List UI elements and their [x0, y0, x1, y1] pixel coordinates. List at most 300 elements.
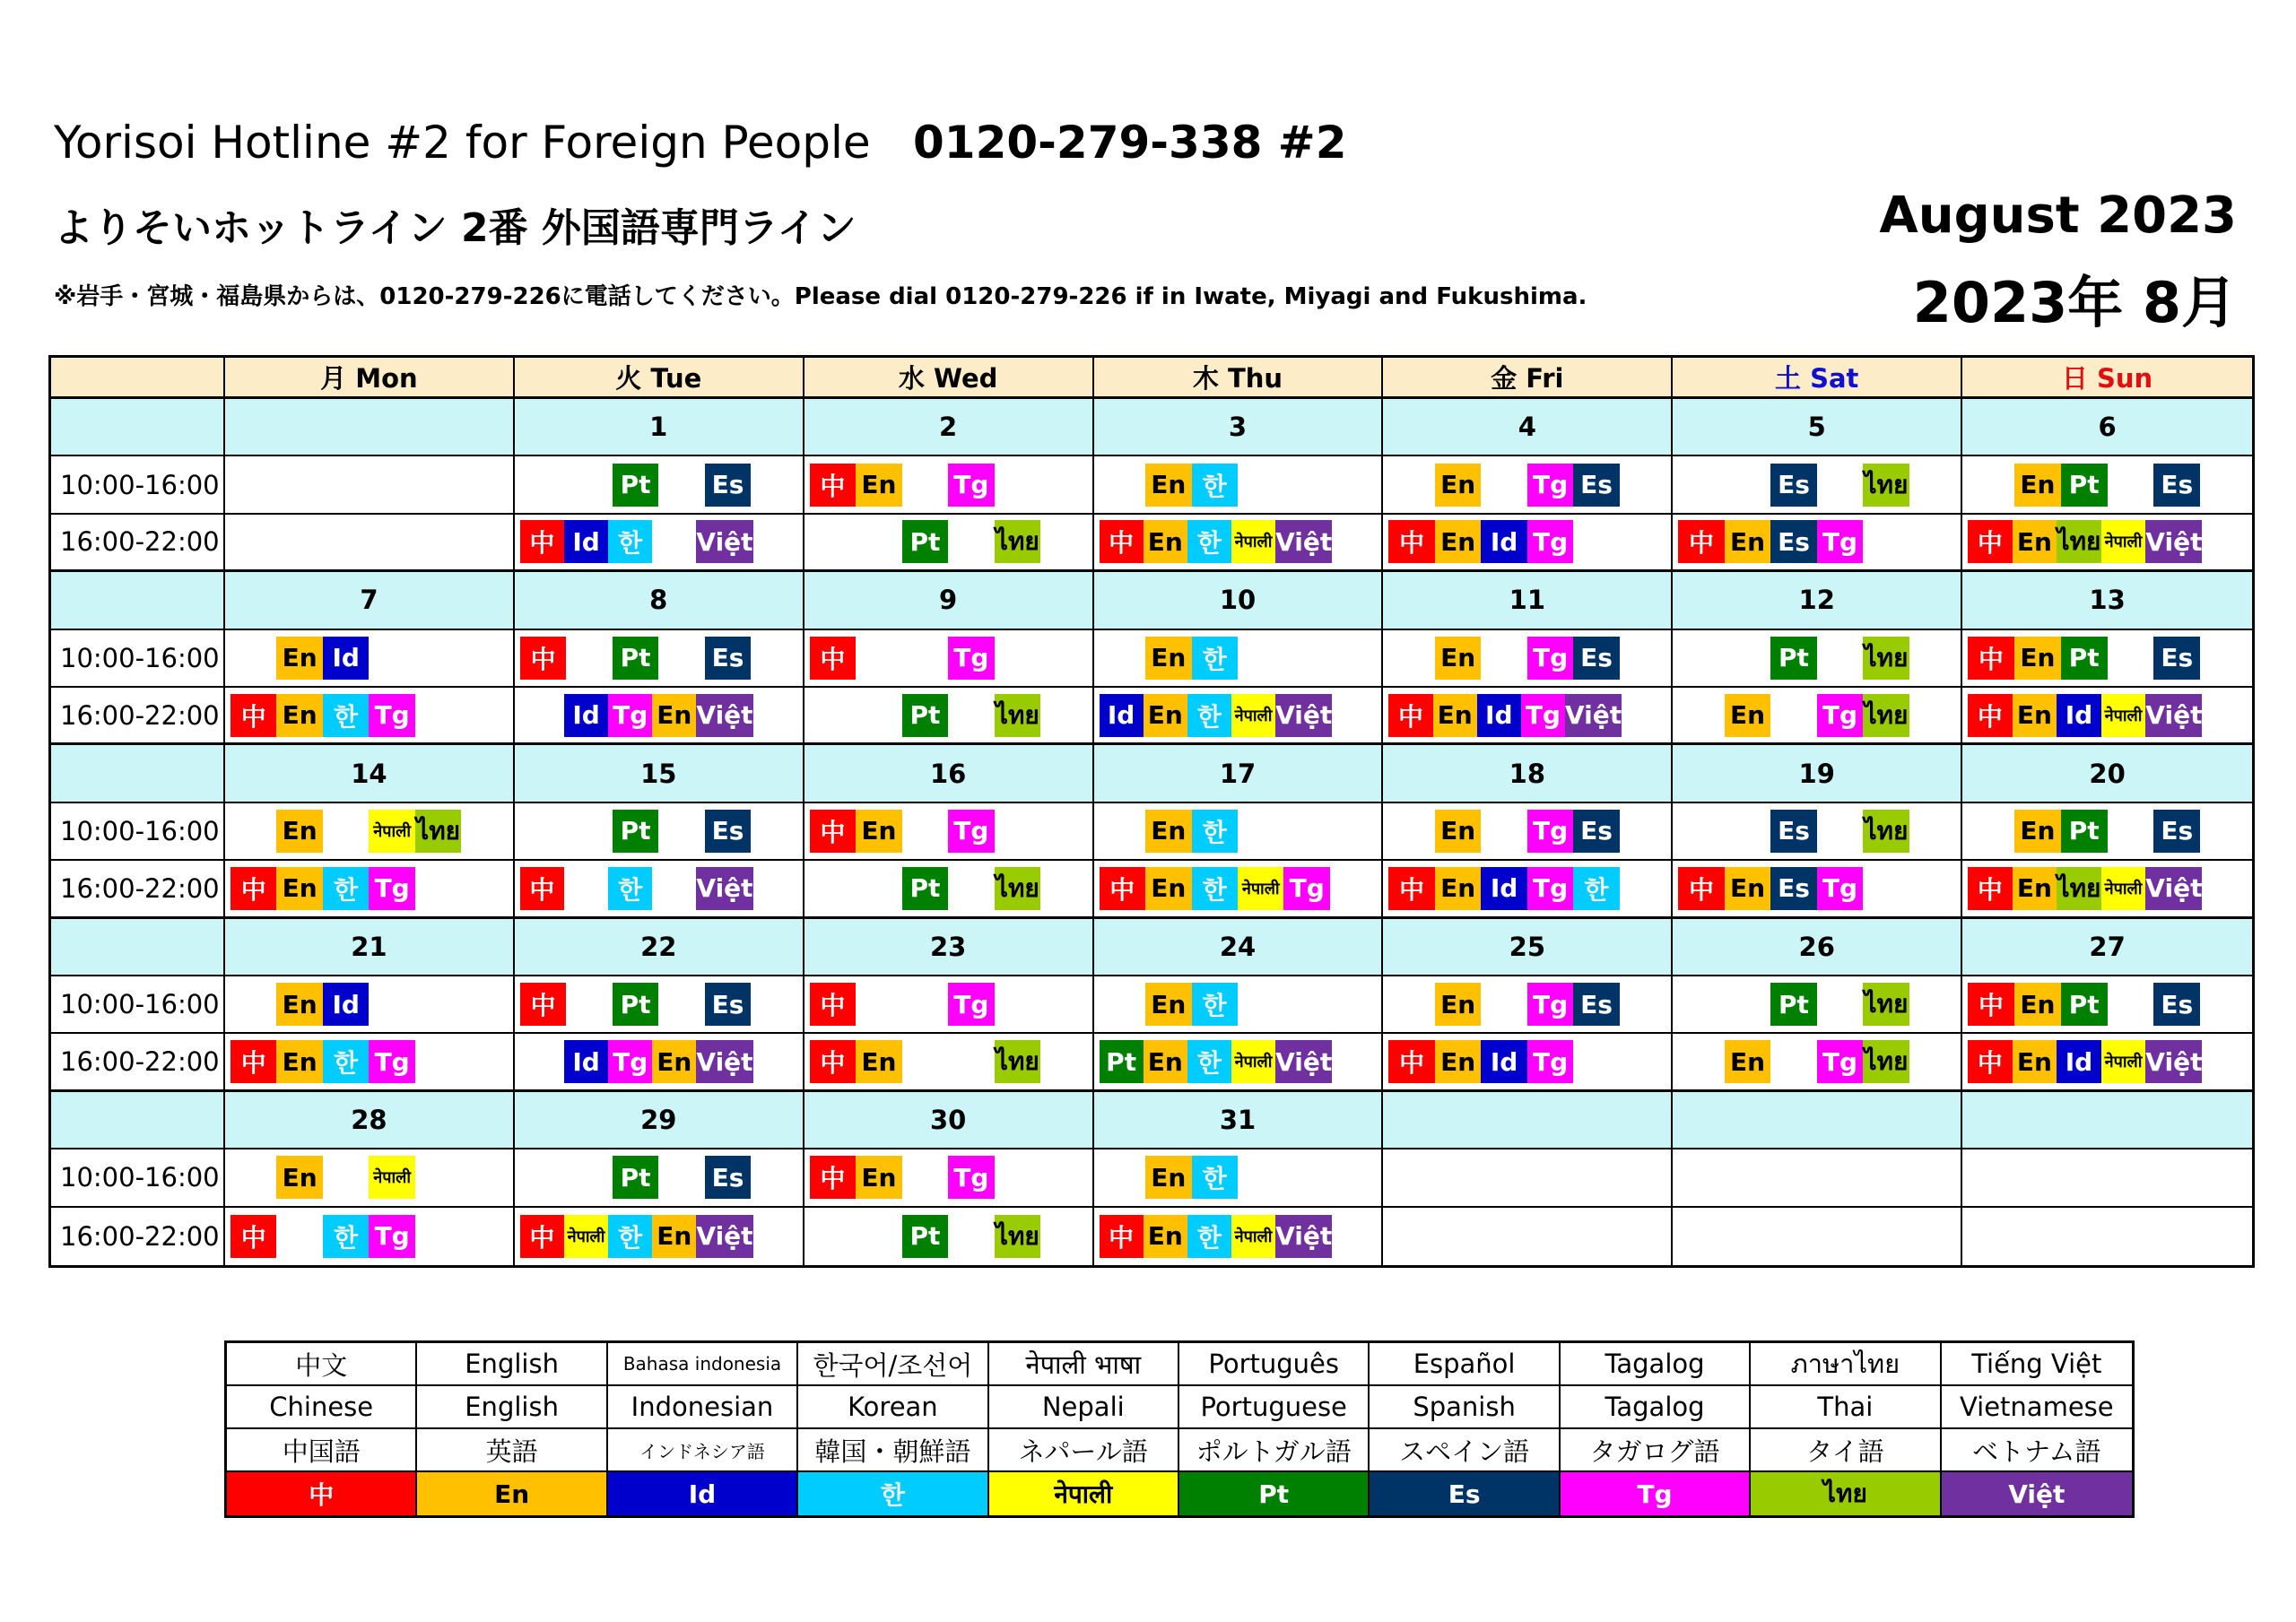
- language-chip-ne: नेपाली: [2101, 867, 2146, 910]
- legend-japanese-vi: ベトナム語: [1942, 1429, 2132, 1472]
- slot-cell: [515, 630, 804, 688]
- date-row-label: [51, 919, 225, 976]
- slot-cell: [804, 1149, 1094, 1207]
- time-slot-label: 16:00-22:00: [51, 861, 225, 918]
- legend-native-id: Bahasa indonesia: [608, 1343, 798, 1386]
- legend-japanese-es: スペイン語: [1370, 1429, 1560, 1472]
- date-number: 2: [804, 399, 1094, 456]
- legend-code-tg: Tg: [1561, 1472, 1751, 1515]
- language-chip-en: En: [1144, 694, 1187, 737]
- day-header: 土 Sat: [1673, 358, 1962, 399]
- language-chip-en: En: [2013, 520, 2057, 563]
- slot-cell: [515, 976, 804, 1034]
- language-chip-zh: 中: [520, 520, 564, 563]
- language-chip-zh: 中: [1968, 983, 2014, 1026]
- language-chip-id: Id: [1481, 1040, 1526, 1083]
- legend-english-ne: Nepali: [989, 1386, 1179, 1429]
- language-chip-zh: 中: [520, 637, 566, 680]
- language-chip-en: En: [1433, 694, 1477, 737]
- language-chip-tg: Tg: [1527, 1040, 1573, 1083]
- language-chip-tg: Tg: [369, 867, 414, 910]
- language-chip-tg: Tg: [1527, 983, 1573, 1026]
- slot-cell: [515, 456, 804, 514]
- date-row-label: [51, 572, 225, 629]
- legend-code-vi: Việt: [1942, 1472, 2132, 1515]
- language-chip-th: ไทย: [2057, 867, 2101, 910]
- language-chip-tg: Tg: [1521, 694, 1565, 737]
- legend-native-ne: नेपाली भाषा: [989, 1343, 1179, 1386]
- language-chip-es: Es: [2153, 983, 2200, 1026]
- language-chip-en: En: [856, 1156, 901, 1199]
- slot-cell: [515, 1208, 804, 1265]
- language-chip-es: Es: [1770, 867, 1816, 910]
- language-chip-ko: 한: [1187, 1215, 1231, 1258]
- legend-japanese-tg: タガログ語: [1561, 1429, 1751, 1472]
- slot-cell: [225, 976, 515, 1034]
- language-chip-th: ไทย: [1863, 694, 1909, 737]
- language-chip-ne: नेपाली: [1231, 520, 1275, 563]
- language-chip-en: En: [2014, 810, 2061, 853]
- date-number: 9: [804, 572, 1094, 629]
- language-chip-ko: 한: [1192, 983, 1238, 1026]
- slot-cell: [1094, 688, 1384, 745]
- legend-code-es: Es: [1370, 1472, 1560, 1515]
- date-row-label: [51, 399, 225, 456]
- language-chip-en: En: [2013, 867, 2057, 910]
- legend-japanese-zh: 中国語: [227, 1429, 417, 1472]
- legend-japanese-th: タイ語: [1751, 1429, 1941, 1472]
- language-chip-tg: Tg: [1527, 520, 1573, 563]
- slot-cell: [225, 1149, 515, 1207]
- date-number: 18: [1383, 745, 1673, 802]
- language-chip-en: En: [652, 1040, 696, 1083]
- language-chip-es: Es: [1573, 464, 1619, 507]
- language-chip-en: En: [2013, 1040, 2057, 1083]
- language-chip-th: ไทย: [1863, 464, 1909, 507]
- language-chip-th: ไทย: [995, 1040, 1040, 1083]
- language-chip-pt: Pt: [902, 694, 948, 737]
- language-chip-th: ไทย: [995, 520, 1040, 563]
- date-number: [1383, 1092, 1673, 1149]
- legend-japanese-ko: 韓国・朝鮮語: [798, 1429, 988, 1472]
- slot-cell: [1383, 803, 1673, 861]
- date-number: 10: [1094, 572, 1384, 629]
- language-chip-en: En: [1435, 983, 1481, 1026]
- language-chip-tg: Tg: [1817, 867, 1863, 910]
- slot-cell: [1673, 1034, 1962, 1091]
- legend-english-en: English: [417, 1386, 607, 1429]
- language-chip-en: En: [1435, 867, 1481, 910]
- language-chip-pt: Pt: [902, 867, 948, 910]
- date-number: 19: [1673, 745, 1962, 802]
- language-chip-tg: Tg: [608, 1040, 652, 1083]
- date-number: [1962, 1092, 2252, 1149]
- legend-code-id: Id: [608, 1472, 798, 1515]
- language-chip-ko: 한: [608, 1215, 652, 1258]
- language-chip-ne: नेपाली: [2101, 1040, 2146, 1083]
- language-chip-tg: Tg: [948, 810, 994, 853]
- slot-cell: [1673, 976, 1962, 1034]
- language-chip-th: ไทย: [1863, 637, 1909, 680]
- language-chip-en: En: [276, 810, 322, 853]
- language-chip-es: Es: [1770, 520, 1816, 563]
- legend-japanese-ne: ネパール語: [989, 1429, 1179, 1472]
- language-chip-id: Id: [564, 520, 608, 563]
- language-chip-en: En: [856, 810, 901, 853]
- language-chip-id: Id: [1481, 867, 1526, 910]
- slot-cell: [1962, 688, 2252, 745]
- language-chip-tg: Tg: [369, 694, 414, 737]
- language-chip-tg: Tg: [608, 694, 652, 737]
- language-chip-th: ไทย: [1863, 810, 1909, 853]
- time-slot-label: 10:00-16:00: [51, 456, 225, 514]
- language-chip-ko: 한: [1187, 520, 1231, 563]
- legend-native-th: ภาษาไทย: [1751, 1343, 1941, 1386]
- language-chip-pt: Pt: [2061, 810, 2108, 853]
- slot-cell: [1673, 688, 1962, 745]
- language-chip-tg: Tg: [1817, 1040, 1863, 1083]
- language-chip-en: En: [276, 1156, 322, 1199]
- slot-cell: [804, 803, 1094, 861]
- slot-cell: [515, 803, 804, 861]
- language-chip-th: ไทย: [995, 867, 1040, 910]
- date-number: 8: [515, 572, 804, 629]
- day-header: 木 Thu: [1094, 358, 1384, 399]
- date-number: 13: [1962, 572, 2252, 629]
- slot-cell: [1962, 1034, 2252, 1091]
- language-chip-zh: 中: [1968, 520, 2013, 563]
- time-slot-label: 16:00-22:00: [51, 1034, 225, 1091]
- language-chip-ko: 한: [1187, 1040, 1231, 1083]
- legend-native-en: English: [417, 1343, 607, 1386]
- slot-cell: [515, 688, 804, 745]
- slot-cell: [515, 515, 804, 572]
- legend-code-zh: 中: [227, 1472, 417, 1515]
- language-chip-ne: नेपाली: [1231, 694, 1275, 737]
- language-chip-en: En: [1725, 520, 1770, 563]
- language-chip-en: En: [856, 1040, 901, 1083]
- hotline-title-en: Yorisoi Hotline #2 for Foreign People: [54, 117, 871, 169]
- language-chip-en: En: [276, 694, 322, 737]
- language-chip-ko: 한: [323, 1040, 369, 1083]
- date-number: 24: [1094, 919, 1384, 976]
- language-chip-zh: 中: [1968, 694, 2013, 737]
- language-chip-zh: 中: [1100, 1215, 1144, 1258]
- slot-cell: [225, 1034, 515, 1091]
- language-chip-es: Es: [705, 464, 751, 507]
- slot-cell: [1094, 515, 1384, 572]
- language-chip-vi: Việt: [1275, 1215, 1332, 1258]
- date-number: 16: [804, 745, 1094, 802]
- time-slot-label: 16:00-22:00: [51, 688, 225, 745]
- language-chip-th: ไทย: [1863, 983, 1909, 1026]
- language-chip-zh: 中: [810, 1156, 856, 1199]
- language-legend: [224, 1340, 2135, 1518]
- slot-cell: [1094, 861, 1384, 918]
- language-chip-vi: Việt: [2145, 694, 2202, 737]
- language-chip-zh: 中: [1388, 1040, 1434, 1083]
- language-chip-en: En: [1435, 464, 1481, 507]
- language-chip-pt: Pt: [1100, 1040, 1144, 1083]
- language-chip-tg: Tg: [948, 464, 994, 507]
- legend-code-en: En: [417, 1472, 607, 1515]
- language-chip-zh: 中: [1968, 637, 2014, 680]
- language-chip-pt: Pt: [902, 520, 948, 563]
- language-chip-zh: 中: [520, 1215, 564, 1258]
- language-chip-id: Id: [564, 1040, 608, 1083]
- language-chip-zh: 中: [810, 810, 856, 853]
- day-header: 火 Tue: [515, 358, 804, 399]
- language-chip-tg: Tg: [948, 1156, 994, 1199]
- language-chip-pt: Pt: [613, 810, 658, 853]
- language-chip-zh: 中: [810, 637, 856, 680]
- slot-cell: [1962, 630, 2252, 688]
- slot-cell: [1962, 1149, 2252, 1207]
- language-chip-vi: Việt: [696, 1040, 752, 1083]
- slot-cell: [1673, 456, 1962, 514]
- legend-code-pt: Pt: [1179, 1472, 1370, 1515]
- language-chip-tg: Tg: [1817, 694, 1863, 737]
- language-chip-en: En: [1435, 520, 1481, 563]
- slot-cell: [1383, 515, 1673, 572]
- language-chip-ne: नेपाली: [2101, 520, 2146, 563]
- slot-cell: [225, 456, 515, 514]
- language-chip-es: Es: [2153, 810, 2200, 853]
- language-chip-th: ไทย: [995, 1215, 1040, 1258]
- language-chip-ko: 한: [608, 867, 652, 910]
- language-chip-es: Es: [705, 637, 751, 680]
- language-chip-tg: Tg: [948, 637, 994, 680]
- date-number: [225, 399, 515, 456]
- language-chip-en: En: [276, 1040, 322, 1083]
- legend-native-vi: Tiếng Việt: [1942, 1343, 2132, 1386]
- language-chip-ko: 한: [1192, 1156, 1238, 1199]
- language-chip-en: En: [1144, 520, 1187, 563]
- time-slot-label: 10:00-16:00: [51, 630, 225, 688]
- language-chip-en: En: [652, 694, 696, 737]
- date-number: 26: [1673, 919, 1962, 976]
- language-chip-pt: Pt: [613, 464, 658, 507]
- legend-native-ko: 한국어/조선어: [798, 1343, 988, 1386]
- language-chip-ne: नेपाली: [564, 1215, 608, 1258]
- slot-cell: [1383, 1034, 1673, 1091]
- language-chip-en: En: [1145, 867, 1191, 910]
- date-number: [1673, 1092, 1962, 1149]
- language-chip-id: Id: [323, 637, 369, 680]
- language-chip-vi: Việt: [1275, 694, 1332, 737]
- slot-cell: [1673, 803, 1962, 861]
- slot-cell: [1094, 1208, 1384, 1265]
- slot-cell: [225, 861, 515, 918]
- date-number: 1: [515, 399, 804, 456]
- language-chip-zh: 中: [1968, 1040, 2013, 1083]
- language-chip-zh: 中: [1678, 867, 1724, 910]
- language-chip-vi: Việt: [1275, 520, 1332, 563]
- language-chip-es: Es: [1573, 637, 1619, 680]
- time-slot-label: 16:00-22:00: [51, 515, 225, 572]
- slot-cell: [225, 688, 515, 745]
- date-number: 25: [1383, 919, 1673, 976]
- language-chip-th: ไทย: [1863, 1040, 1909, 1083]
- language-chip-tg: Tg: [1527, 637, 1573, 680]
- slot-cell: [1094, 456, 1384, 514]
- legend-english-tg: Tagalog: [1561, 1386, 1751, 1429]
- date-number: 15: [515, 745, 804, 802]
- date-number: 20: [1962, 745, 2252, 802]
- legend-english-ko: Korean: [798, 1386, 988, 1429]
- language-chip-pt: Pt: [2061, 637, 2108, 680]
- language-chip-es: Es: [705, 1156, 751, 1199]
- language-chip-en: En: [1145, 637, 1191, 680]
- language-chip-vi: Việt: [2145, 520, 2202, 563]
- slot-cell: [1673, 1149, 1962, 1207]
- language-chip-zh: 中: [230, 1215, 276, 1258]
- date-number: 27: [1962, 919, 2252, 976]
- date-number: 23: [804, 919, 1094, 976]
- language-chip-es: Es: [1770, 464, 1816, 507]
- language-chip-tg: Tg: [1527, 810, 1573, 853]
- language-chip-zh: 中: [1388, 867, 1434, 910]
- language-chip-ko: 한: [608, 520, 652, 563]
- language-chip-es: Es: [2153, 464, 2200, 507]
- slot-cell: [1094, 1149, 1384, 1207]
- language-chip-tg: Tg: [1817, 520, 1863, 563]
- language-chip-vi: Việt: [696, 867, 752, 910]
- legend-native-zh: 中文: [227, 1343, 417, 1386]
- slot-cell: [225, 1208, 515, 1265]
- language-chip-vi: Việt: [1275, 1040, 1332, 1083]
- language-chip-zh: 中: [230, 694, 276, 737]
- language-chip-ko: 한: [1192, 464, 1238, 507]
- language-chip-ne: नेपाली: [2101, 694, 2146, 737]
- language-chip-zh: 中: [1100, 867, 1145, 910]
- language-chip-zh: 中: [810, 464, 856, 507]
- day-header: 金 Fri: [1383, 358, 1673, 399]
- language-chip-en: En: [1725, 694, 1770, 737]
- date-number: 7: [225, 572, 515, 629]
- language-chip-th: ไทย: [2057, 520, 2101, 563]
- slot-cell: [1383, 1149, 1673, 1207]
- language-chip-vi: Việt: [696, 520, 752, 563]
- slot-cell: [1962, 456, 2252, 514]
- language-chip-en: En: [2014, 637, 2061, 680]
- slot-cell: [1094, 803, 1384, 861]
- slot-cell: [225, 803, 515, 861]
- language-chip-es: Es: [1573, 810, 1619, 853]
- language-chip-en: En: [1144, 1215, 1187, 1258]
- language-chip-pt: Pt: [902, 1215, 948, 1258]
- slot-cell: [1094, 976, 1384, 1034]
- language-chip-tg: Tg: [369, 1215, 414, 1258]
- slot-cell: [1673, 630, 1962, 688]
- legend-english-zh: Chinese: [227, 1386, 417, 1429]
- time-slot-label: 10:00-16:00: [51, 1149, 225, 1207]
- slot-cell: [1383, 976, 1673, 1034]
- language-chip-ne: नेपाली: [369, 1156, 414, 1199]
- language-chip-ko: 한: [1192, 810, 1238, 853]
- legend-english-id: Indonesian: [608, 1386, 798, 1429]
- slot-cell: [804, 456, 1094, 514]
- slot-cell: [1673, 861, 1962, 918]
- time-slot-label: 10:00-16:00: [51, 976, 225, 1034]
- language-chip-en: En: [1145, 464, 1191, 507]
- legend-code-ne: नेपाली: [989, 1472, 1179, 1515]
- language-chip-id: Id: [1100, 694, 1144, 737]
- slot-cell: [1962, 976, 2252, 1034]
- language-chip-pt: Pt: [613, 637, 658, 680]
- date-number: 29: [515, 1092, 804, 1149]
- slot-cell: [1383, 630, 1673, 688]
- slot-cell: [804, 1208, 1094, 1265]
- time-slot-label: 10:00-16:00: [51, 803, 225, 861]
- language-chip-vi: Việt: [2145, 867, 2202, 910]
- language-chip-zh: 中: [520, 867, 564, 910]
- legend-japanese-pt: ポルトガル語: [1179, 1429, 1370, 1472]
- date-row-label: [51, 1092, 225, 1149]
- language-chip-vi: Việt: [1565, 694, 1622, 737]
- language-chip-en: En: [1725, 1040, 1770, 1083]
- language-chip-ne: नेपाली: [369, 810, 414, 853]
- language-chip-ko: 한: [323, 867, 369, 910]
- language-chip-tg: Tg: [369, 1040, 414, 1083]
- language-chip-vi: Việt: [2145, 1040, 2202, 1083]
- time-slot-label: 16:00-22:00: [51, 1208, 225, 1265]
- slot-cell: [515, 861, 804, 918]
- language-chip-id: Id: [1481, 520, 1526, 563]
- language-chip-zh: 中: [520, 983, 566, 1026]
- language-chip-zh: 中: [1388, 694, 1432, 737]
- language-chip-en: En: [1725, 867, 1770, 910]
- language-chip-pt: Pt: [1770, 637, 1816, 680]
- legend-english-es: Spanish: [1370, 1386, 1560, 1429]
- language-chip-zh: 中: [230, 1040, 276, 1083]
- language-chip-id: Id: [1477, 694, 1521, 737]
- language-chip-pt: Pt: [613, 1156, 658, 1199]
- slot-cell: [1383, 861, 1673, 918]
- language-chip-en: En: [1145, 810, 1191, 853]
- calendar-grid: [48, 355, 2255, 1268]
- legend-native-pt: Português: [1179, 1343, 1370, 1386]
- legend-english-th: Thai: [1751, 1386, 1941, 1429]
- slot-cell: [1673, 1208, 1962, 1265]
- language-chip-es: Es: [1573, 983, 1619, 1026]
- language-chip-ne: नेपाली: [1231, 1040, 1275, 1083]
- slot-cell: [1962, 1208, 2252, 1265]
- language-chip-pt: Pt: [1770, 983, 1816, 1026]
- slot-cell: [225, 515, 515, 572]
- language-chip-id: Id: [2057, 694, 2101, 737]
- slot-cell: [1673, 515, 1962, 572]
- date-number: 11: [1383, 572, 1673, 629]
- language-chip-ko: 한: [1192, 867, 1238, 910]
- date-number: 28: [225, 1092, 515, 1149]
- language-chip-es: Es: [705, 983, 751, 1026]
- language-chip-en: En: [856, 464, 901, 507]
- day-header: 日 Sun: [1962, 358, 2252, 399]
- language-chip-en: En: [2013, 694, 2057, 737]
- slot-cell: [804, 688, 1094, 745]
- language-chip-tg: Tg: [948, 983, 994, 1026]
- slot-cell: [1094, 630, 1384, 688]
- language-chip-en: En: [276, 983, 322, 1026]
- legend-native-es: Español: [1370, 1343, 1560, 1386]
- date-number: 14: [225, 745, 515, 802]
- month-en: August 2023: [1879, 186, 2237, 245]
- language-chip-zh: 中: [1968, 867, 2013, 910]
- language-chip-zh: 中: [1388, 520, 1434, 563]
- language-chip-tg: Tg: [1527, 867, 1573, 910]
- language-chip-zh: 中: [810, 983, 856, 1026]
